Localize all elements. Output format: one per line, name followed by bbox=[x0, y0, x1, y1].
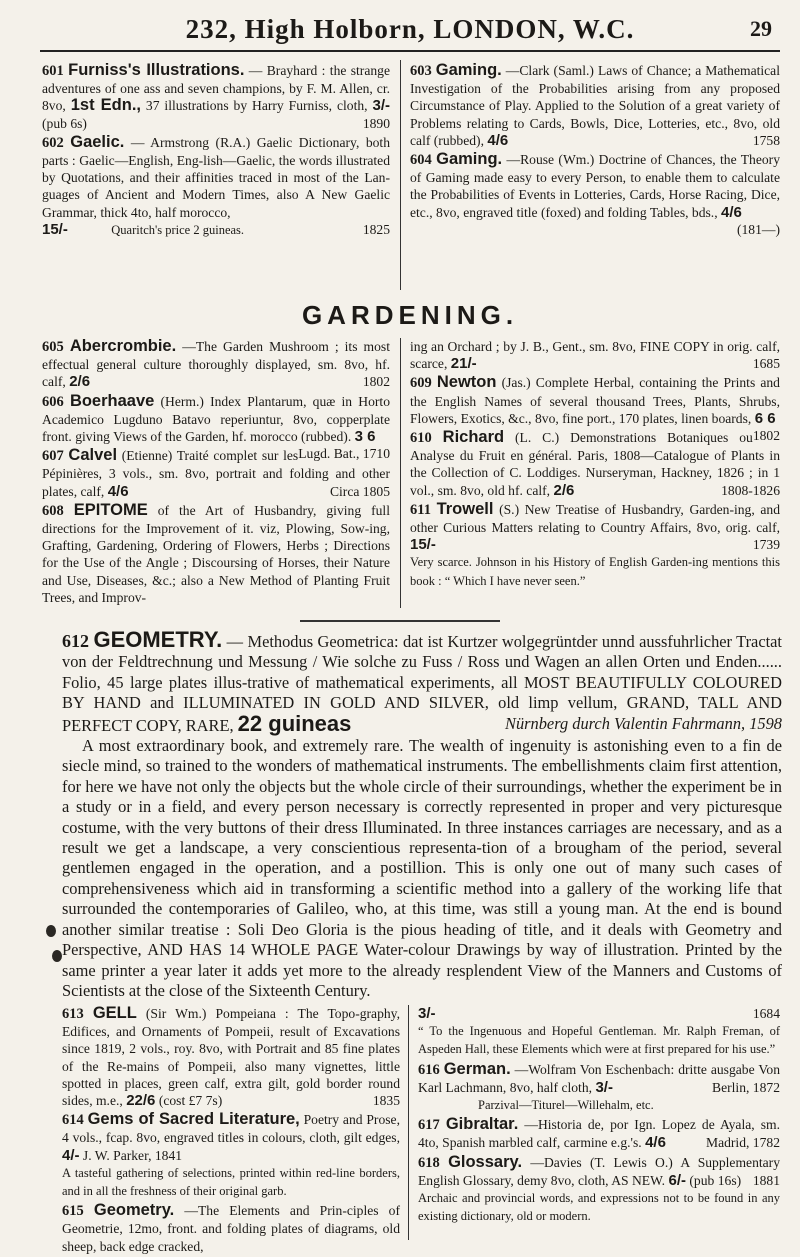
lot-year: Berlin, 1872 bbox=[712, 1079, 780, 1095]
lot-heading: Gaming. bbox=[435, 61, 502, 79]
lot-description: Poetry and Prose, 4 vols., fcap. 8vo, engraved titles in colours, cloth, gilt edges, bbox=[62, 1112, 400, 1146]
lot-description: — Brayhard : the strange adventures of one ass and seven champions, by F. M. Allen, cr. 8vo, bbox=[42, 63, 390, 114]
lot-number: 609 bbox=[410, 375, 432, 392]
lot-publisher-price: (pub 16s) bbox=[689, 1172, 742, 1188]
lot-number: 617 bbox=[418, 1117, 440, 1134]
top-left-column bbox=[42, 62, 390, 241]
lot-number: 606 bbox=[42, 393, 64, 410]
lot-price: 4/6 bbox=[107, 482, 129, 500]
lot-entry bbox=[62, 1111, 400, 1200]
lot-description: (Herm.) Index Plantarum, quæ in Horto Academico Lugduno Batavo reperiuntur, 8vo, copperplate front. giving Views of the Garden, hf. morocco (rubbed). bbox=[42, 393, 390, 445]
lot-entry bbox=[410, 62, 780, 149]
lot-heading: Gaming. bbox=[436, 150, 503, 169]
lot-year: 1890 bbox=[362, 115, 390, 131]
lot-year: (181—) bbox=[736, 221, 780, 237]
lot-heading: Furniss's Illustrations. bbox=[68, 61, 245, 79]
lot-entry bbox=[410, 150, 780, 237]
lot-publisher: J. W. Parker, 1841 bbox=[82, 1147, 183, 1163]
section-divider bbox=[300, 620, 500, 622]
lot-number: 614 bbox=[62, 1112, 84, 1129]
lot-year: Lugd. Bat., 1710 bbox=[298, 446, 390, 462]
lot-heading: GELL bbox=[92, 1004, 137, 1022]
lot-entry-continued bbox=[410, 338, 780, 372]
column-divider bbox=[400, 60, 401, 290]
lot-entry bbox=[42, 502, 390, 606]
lot-description: —Historia de, por Ign. Lopez de Ayala, sm. 4to, Spanish marbled calf, carmine e.g.'s. bbox=[418, 1117, 780, 1151]
lot-heading: Gaelic. bbox=[70, 132, 125, 151]
lot-number: 618 bbox=[418, 1154, 440, 1171]
lot-price: 22/6 bbox=[126, 1092, 156, 1110]
lot-price: 2/6 bbox=[69, 373, 91, 391]
lot-note: A tasteful gathering of selections, printed within red-line borders, and in all the freshness of their original garb. bbox=[62, 1165, 400, 1199]
lot-note: Very scarce. Johnson in his History of English Garden-ing mentions this book : “ Which I have never seen.” bbox=[410, 555, 780, 588]
top-right-column bbox=[410, 62, 780, 238]
lot-entry bbox=[418, 1116, 780, 1151]
lot-price: 4/6 bbox=[487, 131, 509, 149]
lot-entry bbox=[62, 1202, 400, 1255]
lot-heading: GEOMETRY. bbox=[93, 627, 223, 652]
lot-price: 21/- bbox=[450, 355, 477, 373]
lot-description: (L. C.) Demonstrations Botaniques ou Analyse du Fruit en général. Paris, 1808—Catalogue of Plants in the Collection of C. Loddiges. Nurseryman, Hackney, 1826 ; in 1 vol., sm. 8vo, old hf. calf, bbox=[410, 430, 780, 498]
lot-number: 605 bbox=[42, 339, 64, 355]
lot-heading: Richard bbox=[442, 428, 505, 447]
lot-note: Archaic and provincial words, and expressions not to be found in any existing dictionary, old or modern. bbox=[418, 1191, 780, 1224]
lot-description: ing an Orchard ; by J. B., Gent., sm. 8vo, FINE COPY in orig. calf, scarce, bbox=[410, 339, 780, 372]
lot-edition: 1st Edn., bbox=[70, 96, 141, 115]
bottom-right-column bbox=[418, 1005, 780, 1227]
lot-price: 3/- bbox=[418, 1005, 436, 1022]
lot-price: 2/6 bbox=[553, 481, 575, 499]
lot-year: 1758 bbox=[752, 132, 780, 148]
lot-year: 1808-1826 bbox=[721, 482, 780, 498]
lot-heading: Boerhaave bbox=[69, 391, 155, 410]
ink-spot bbox=[52, 950, 62, 962]
lot-description: (Sir Wm.) Pompeiana : The Topo-graphy, Edifices, and Ornaments of Pompeii, result of Excavations since 1819, 2 vols., roy. 8vo, with Portrait and 85 fine plates of the Re-mains of Pompeii, also many vignettes, little spotted in places, green calf, extra gilt, gold border round sides, m.e., bbox=[62, 1006, 400, 1109]
lot-number: 611 bbox=[410, 501, 431, 518]
lot-cost: (cost £7 7s) bbox=[158, 1093, 223, 1109]
lot-price: 6/- bbox=[668, 1171, 686, 1189]
lot-number: 615 bbox=[62, 1203, 84, 1220]
lot-heading: Geometry. bbox=[93, 1201, 175, 1220]
lot-heading: Abercrombie. bbox=[69, 337, 177, 355]
lot-note: Quaritch's price 2 guineas. bbox=[111, 222, 245, 237]
lot-number: 603 bbox=[410, 63, 432, 79]
lot-note: A most extraordinary book, and extremely rare. The wealth of ingenuity is astonishing even to a fin de siecle mind, so trained to the wonders of mathematical instruments. The embellishments claim first attention, for here we have not only the objects but the whole circle of their surroundings, whether the experiment be in a study or in a field, and every person necessary is correctly represented in proper and very picturesque costume, with the very buttons of their dress Illuminated. In three instances carriages are necessary, and as a result we get a landscape, a very conscientious representa-tion of a brougham of the period, several gentlemen engaged in the operation, and a postillion. This is only one out of many such cases of comprehensiveness which aid in transforming a scientific method into a gallery of the working life that surrounded the contemporaries of Galileo, who, at this time, was still a young man. At the end is bound another similar treatise : Soli Deo Gloria is the pious heading of title, and it deals with Geometry and Perspective, AND HAS 14 WHOLE PAGE Water-colour Drawings by way of illustration. Printed by the same printer a year later it adds yet more to the already resplendent View of the Manners and Customs of Scientists at the close of the Sixteenth Century. bbox=[62, 736, 782, 1000]
lot-number: 613 bbox=[62, 1006, 84, 1022]
lot-description: —Clark (Saml.) Laws of Chance; a Mathematical Investigation of the Probabilities arising from any proposed Circumstance of Play. Applied to the Solution of a great variety of Problems relating to Cards, Bowls, Dice, Lotteries, etc., 8vo, old calf (rubbed), bbox=[410, 63, 780, 148]
lot-price: 15/- bbox=[410, 536, 436, 554]
lot-description: (S.) New Treatise of Husbandry, Garden-ing, and other Curious Matters relating to Country Affairs, 8vo, orig. calf, bbox=[410, 501, 781, 536]
column-divider bbox=[408, 1005, 409, 1240]
lot-heading: Gems of Sacred Literature, bbox=[87, 1110, 300, 1129]
lot-description: —The Garden Mushroom ; its most effectual general culture thoroughly displayed, sm. 8vo, hf. calf, bbox=[42, 339, 390, 390]
lot-description: of the Art of Husbandry, giving full directions for the Improvement of it. viz, Plowing, Sow-ing, Grafting, Gardening, Ordering of Flowers, Herbs ; Directions for the Use of the Angle ; Discoursing of Horses, their Nature and Use, Diseases, &c.; also a New Method of Planting Fruit Trees, and Improv- bbox=[42, 502, 390, 605]
lot-price: 22 guineas bbox=[237, 710, 352, 736]
lot-entry bbox=[42, 62, 390, 132]
lot-entry bbox=[410, 501, 780, 590]
lot-description: —The Elements and Prin-ciples of Geometrie, 12mo, front. and folding plates of diagrams, old sheep, back edge cracked, bbox=[62, 1203, 400, 1254]
lot-price: 3/- bbox=[595, 1078, 613, 1096]
lot-number: 602 bbox=[42, 134, 64, 151]
lot-number: 612 bbox=[62, 631, 89, 651]
page-number: 29 bbox=[750, 16, 772, 41]
lot-number: 608 bbox=[42, 502, 64, 519]
lot-heading: Calvel bbox=[68, 446, 118, 465]
lot-year: 1685 bbox=[752, 356, 780, 372]
lot-price: 3/- bbox=[372, 97, 391, 115]
gardening-left-column bbox=[42, 338, 390, 608]
lot-price: 6 6 bbox=[754, 409, 776, 427]
lot-entry bbox=[42, 338, 390, 391]
lot-entry-continued bbox=[418, 1005, 780, 1059]
lot-number: 616 bbox=[418, 1061, 440, 1078]
lot-year: 1684 bbox=[752, 1006, 780, 1021]
lot-entry bbox=[62, 1005, 400, 1109]
geometry-lot bbox=[62, 627, 782, 1001]
column-divider bbox=[400, 338, 401, 608]
lot-imprint: Nürnberg durch Valentin Fahrmann, 1598 bbox=[505, 713, 782, 733]
lot-entry bbox=[418, 1061, 780, 1115]
lot-price: 15/- bbox=[42, 220, 68, 238]
lot-year: 1835 bbox=[372, 1093, 400, 1109]
lot-year: 1739 bbox=[752, 537, 780, 553]
page-header bbox=[40, 10, 780, 52]
lot-number: 601 bbox=[42, 63, 64, 79]
lot-note: “ To the Ingenuous and Hopeful Gentleman. Mr. Ralph Freman, of Aspeden Hall, these Elements which were at first prepared for his use.” bbox=[418, 1024, 780, 1057]
lot-year: 1825 bbox=[362, 221, 390, 237]
lot-price: 4/- bbox=[62, 1146, 80, 1164]
lot-heading: EPITOME bbox=[73, 500, 148, 519]
lot-year: Circa 1805 bbox=[329, 483, 390, 499]
lot-description: (Jas.) Complete Herbal, containing the Prints and the English Names of several thousand Trees, Plants, Shrubs, Flowers, Exotics, &c., 8vo, fine port., 170 plates, linen boards, bbox=[410, 375, 780, 426]
lot-description: — Armstrong (R.A.) Gaelic Dictionary, both parts : Gaelic—English, Eng-lish—Gaelic, the words illustrated by Quotations, and their affinities traced in most of the Lan-guages of Ancient and Modern Times, also A New Gaelic Grammar, thick 4to, half morocco, bbox=[42, 134, 390, 220]
ink-spot bbox=[46, 925, 56, 937]
lot-entry bbox=[418, 1154, 780, 1226]
lot-number: 607 bbox=[42, 448, 64, 465]
lot-heading: Glossary. bbox=[448, 1152, 523, 1171]
lot-entry bbox=[42, 134, 390, 239]
lot-price: 4/6 bbox=[645, 1134, 666, 1152]
lot-description: —Rouse (Wm.) Doctrine of Chances, the Theory of Gaming made easy to every Person, to enable them to calculate the Probabilities of Events in Lotteries, Cards, Horse Racing, Dice, etc., 8vo, engraved title (foxed) and folding Tables, bds., bbox=[410, 152, 780, 220]
lot-number: 610 bbox=[410, 430, 432, 447]
lot-description: —Wolfram Von Eschenbach: dritte ausgabe Von Karl Lachmann, 8vo, half cloth, bbox=[418, 1061, 780, 1095]
lot-description: — Methodus Geometrica: dat ist Kurtzer wolgegrüntder unnd aussfuhrlicher Tractat von der Feldtrechnung und Messung / Wie solche zu Fuss / Ross und Wagen an allen Orten und Enden...... Folio, 45 large plates illus-trative of mathematical experiments, all MOST BEAUTIFULLY COLOURED BY HAND and ILLUMINATED IN GOLD AND SILVER, old limp vellum, GRAND, TALL AND PERFECT COPY, RARE, bbox=[62, 632, 782, 735]
lot-price: 3 6 bbox=[354, 428, 376, 446]
lot-year: 1802 bbox=[362, 374, 390, 390]
lot-heading: German. bbox=[443, 1059, 511, 1078]
lot-price: 4/6 bbox=[721, 203, 742, 221]
lot-heading: Trowell bbox=[436, 499, 494, 518]
lot-heading: Newton bbox=[436, 373, 497, 392]
lot-year: 1802 bbox=[752, 428, 780, 444]
lot-description: —Davies (T. Lewis O.) A Supplementary English Glossary, demy 8vo, cloth, AS NEW. bbox=[418, 1154, 781, 1188]
page-title: 232, High Holborn, LONDON, W.C. bbox=[185, 14, 635, 44]
section-heading: GARDENING. bbox=[301, 300, 519, 330]
lot-description: (Etienne) Traité complet sur les Pépinières, 3 vols., sm. 8vo, portrait and folding and other plates, calf, bbox=[42, 448, 390, 499]
lot-note: Parzival—Titurel—Willehalm, etc. bbox=[478, 1098, 654, 1113]
lot-number: 604 bbox=[410, 152, 432, 169]
lot-publisher-price: (pub 6s) bbox=[42, 115, 87, 131]
lot-year: 1881 bbox=[752, 1172, 780, 1188]
bottom-left-column bbox=[62, 1005, 400, 1257]
gardening-right-column bbox=[410, 338, 780, 592]
lot-description-cont: 37 illustrations by Harry Furniss, cloth, bbox=[145, 98, 368, 114]
lot-entry bbox=[410, 429, 780, 499]
lot-heading: Gibraltar. bbox=[445, 1115, 519, 1134]
lot-year: Madrid, 1782 bbox=[705, 1135, 780, 1151]
